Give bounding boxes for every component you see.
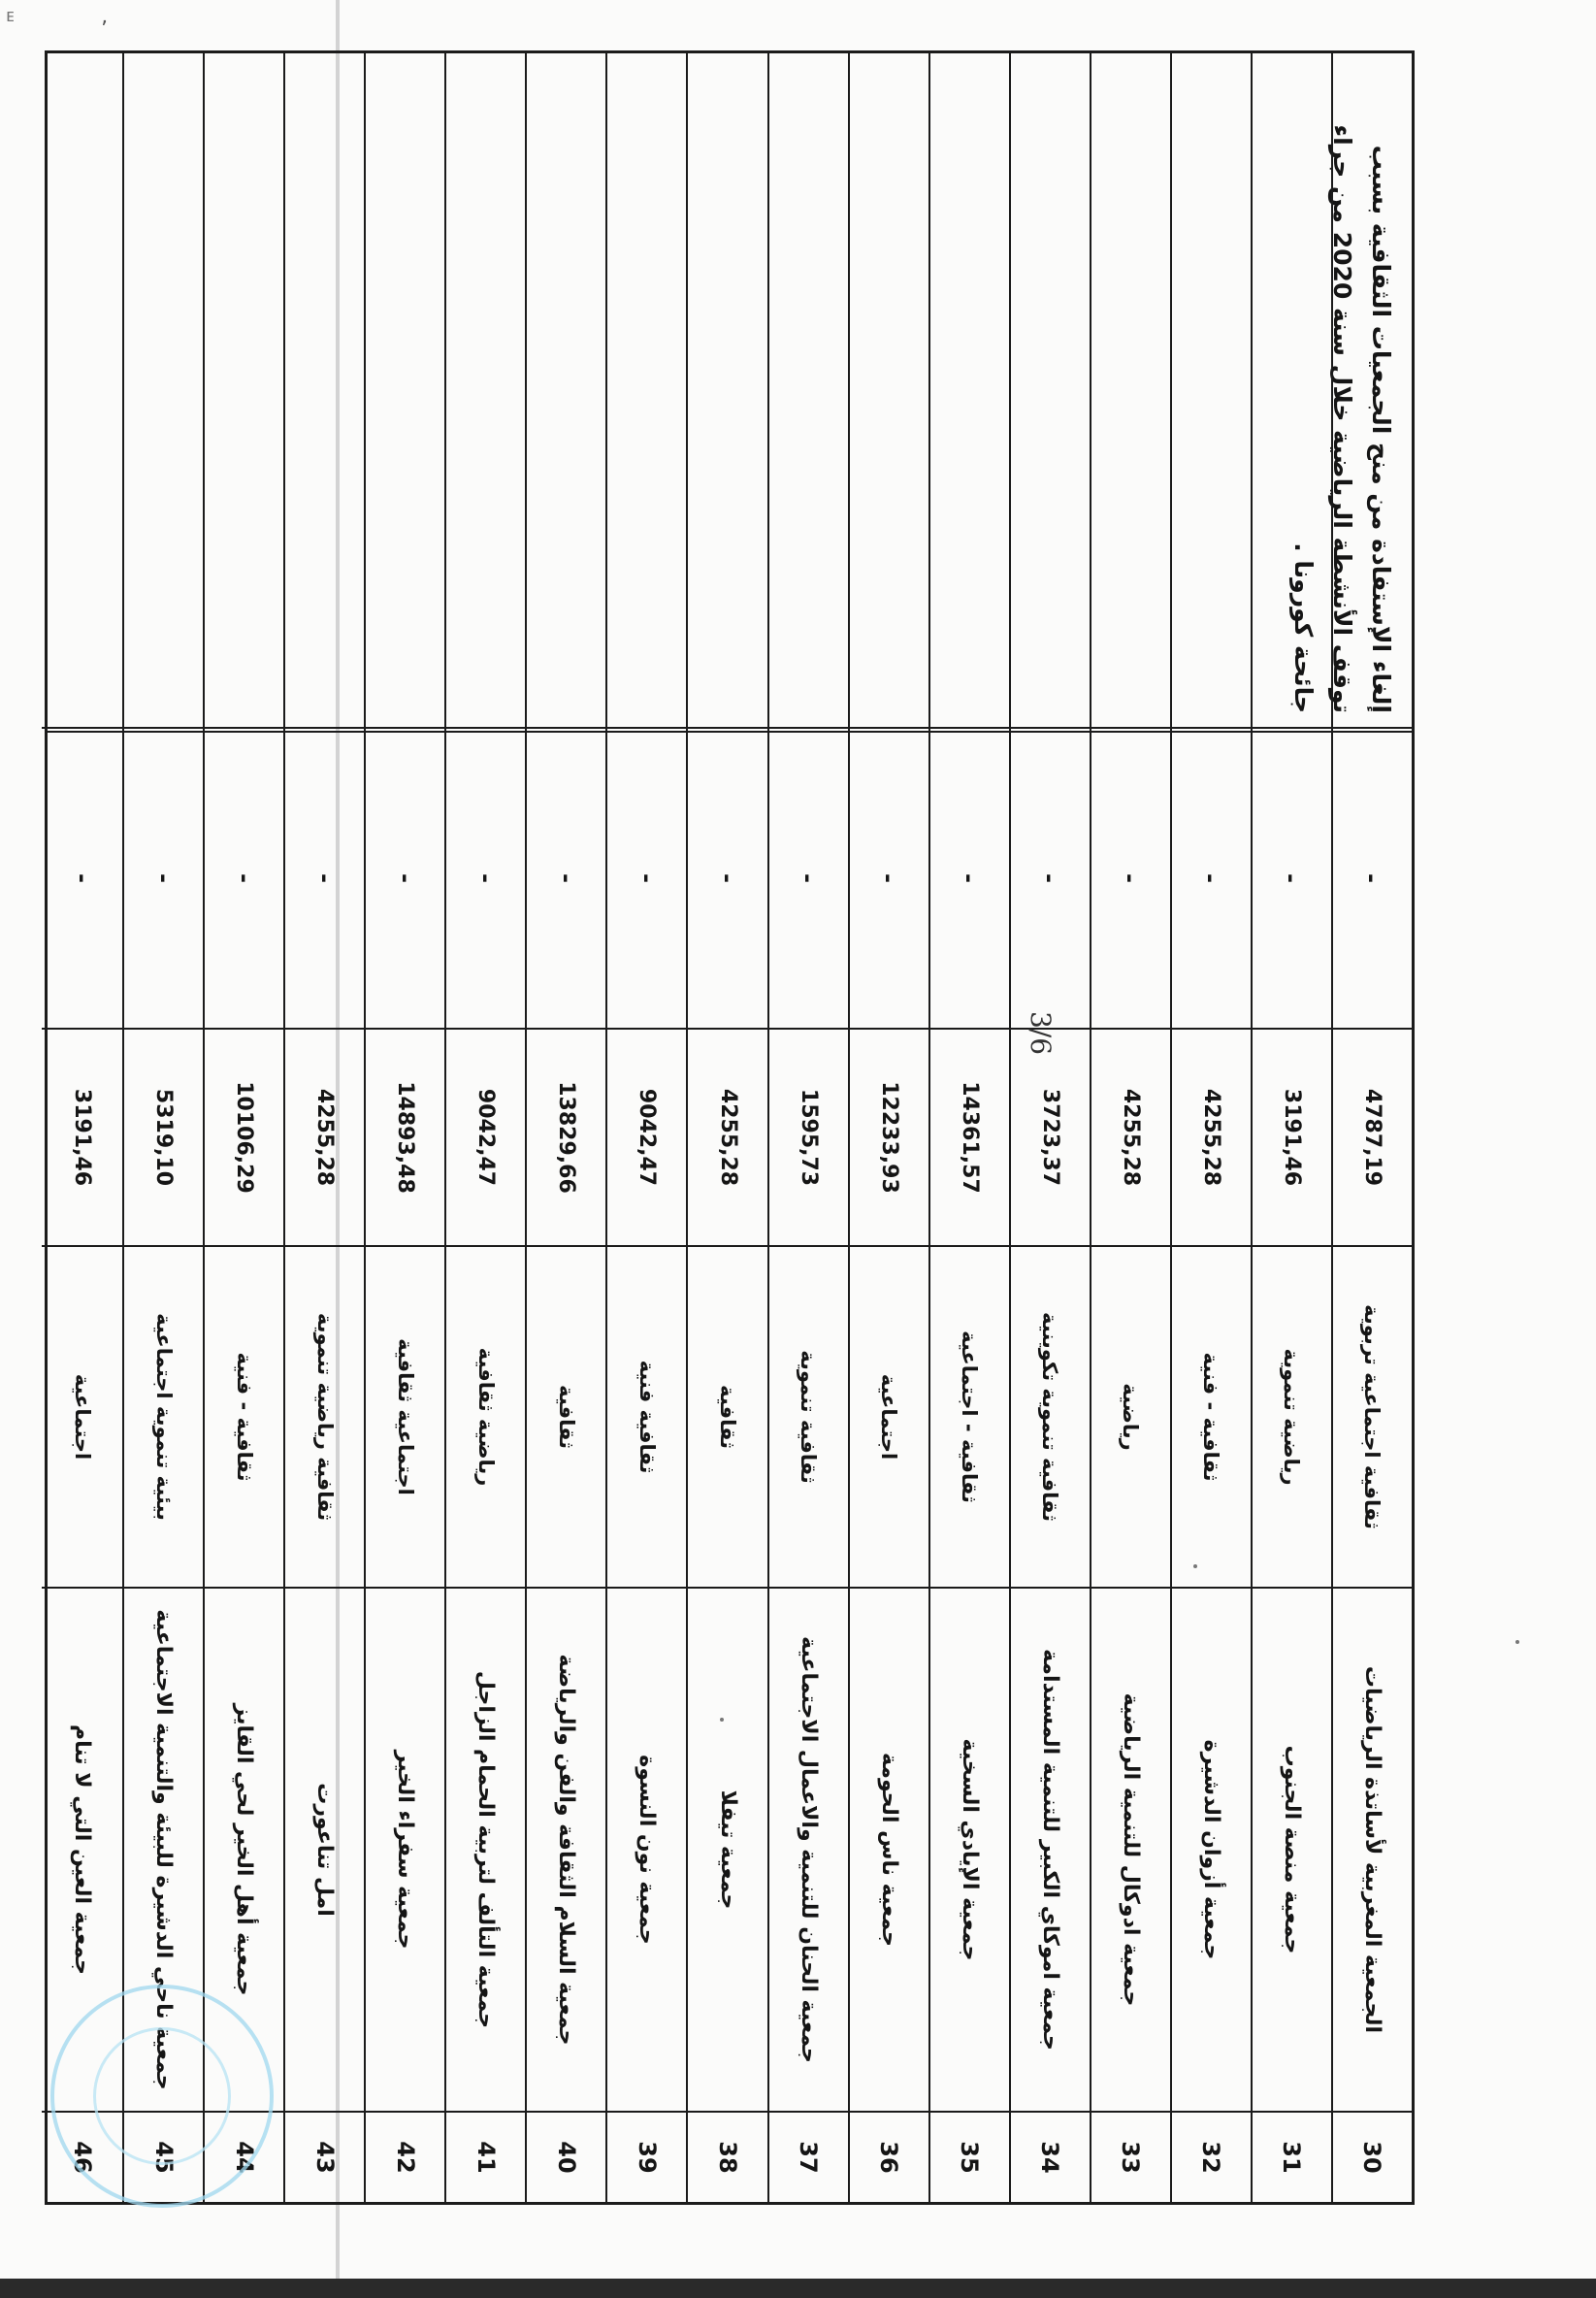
cancellation-note-text: إلغاء الإستفادة من منح الجمعيات الثقافية بسبب توقف الأنشطة الرياضية خلال سنة 2020 من جراء جائحة كورونا . — [1289, 124, 1395, 713]
previous-amount: - — [1333, 727, 1412, 1028]
table-row — [444, 53, 525, 2202]
grant-amount: 3191,46 — [42, 1028, 122, 1245]
row-number: 31 — [1253, 2111, 1331, 2202]
table-row — [283, 53, 364, 2202]
association-name: جمعية ناس الحومة — [850, 1587, 928, 2111]
scan-speck — [1515, 1640, 1519, 1644]
table-row — [686, 53, 766, 2202]
association-name: جمعية ادوكال للتنمية الرياضية — [1091, 1587, 1170, 2111]
association-name: جمعية سفراء الخير — [366, 1587, 444, 2111]
activity-type: ثقافية فنية — [607, 1245, 686, 1587]
scanner-bottom-edge — [0, 2279, 1596, 2298]
previous-amount: - — [607, 727, 686, 1028]
activity-type: رياضية ثقافية — [446, 1245, 525, 1587]
activity-type: ثقافية رياضية تنموية — [285, 1245, 364, 1587]
row-number: 44 — [205, 2111, 283, 2202]
row-number: 35 — [930, 2111, 1009, 2202]
scan-speck — [1193, 1564, 1197, 1568]
grant-amount: 4255,28 — [688, 1028, 766, 1245]
grant-amount: 4255,28 — [285, 1028, 364, 1245]
row-number: 41 — [446, 2111, 525, 2202]
association-name: جمعية أهل الخير لحي القايز — [205, 1587, 283, 2111]
grant-amount: 14893,48 — [366, 1028, 444, 1245]
grant-amount: 5319,10 — [124, 1028, 203, 1245]
association-name: جمعية نون النسوة — [607, 1587, 686, 2111]
association-name: جمعية أزوان الدشيرة — [1172, 1587, 1251, 2111]
grants-table — [45, 50, 1415, 2205]
row-number: 33 — [1091, 2111, 1170, 2202]
previous-amount: - — [366, 727, 444, 1028]
previous-amount: - — [1091, 727, 1170, 1028]
row-number: 30 — [1333, 2111, 1412, 2202]
previous-amount: - — [769, 727, 848, 1028]
table-row — [1251, 53, 1331, 2202]
activity-type: اجتماعية — [42, 1245, 122, 1587]
page-number: 3/6 — [1025, 1010, 1058, 1056]
previous-amount: - — [446, 727, 525, 1028]
row-number: 37 — [769, 2111, 848, 2202]
grant-amount: 13829,66 — [527, 1028, 605, 1245]
grant-amount: 4787,19 — [1333, 1028, 1412, 1245]
table-row — [122, 53, 203, 2202]
official-stamp — [50, 1985, 274, 2208]
previous-amount: - — [527, 727, 605, 1028]
activity-type: ثقافية - فنية — [205, 1245, 283, 1587]
activity-type: اجتماعية — [850, 1245, 928, 1587]
grant-amount: 9042,47 — [446, 1028, 525, 1245]
activity-type: ثقافية اجتماعية تربوية — [1333, 1245, 1412, 1587]
previous-amount: - — [205, 727, 283, 1028]
previous-amount: - — [850, 727, 928, 1028]
association-name: جمعية الحنان للتنمية والاعمال الاجتماعية — [769, 1587, 848, 2111]
row-number: 36 — [850, 2111, 928, 2202]
grant-amount: 12233,93 — [850, 1028, 928, 1245]
previous-amount: - — [285, 727, 364, 1028]
grant-amount: 1595,73 — [769, 1028, 848, 1245]
table-row — [928, 53, 1009, 2202]
row-number: 43 — [285, 2111, 364, 2202]
previous-amount: - — [42, 727, 122, 1028]
grant-amount: 14361,57 — [930, 1028, 1009, 1245]
activity-type: ثقافية - اجتماعية — [930, 1245, 1009, 1587]
table-row — [1009, 53, 1090, 2202]
association-name: جمعية العين التي لا تنام — [42, 1587, 122, 2111]
activity-type: ثقافية — [527, 1245, 605, 1587]
activity-type: بيئية تنموية اجتماعية — [124, 1245, 203, 1587]
association-name: جمعية التألف لتربية الحمام الزاجل — [446, 1587, 525, 2111]
row-number: 32 — [1172, 2111, 1251, 2202]
association-name: جمعية تيفلا — [688, 1587, 766, 2111]
activity-type: اجتماعية ثقافية — [366, 1245, 444, 1587]
association-name: امل تناعورت — [285, 1587, 364, 2111]
corner-mark: ᴇ — [6, 6, 15, 26]
activity-type: رياضية — [1091, 1245, 1170, 1587]
table-row — [364, 53, 444, 2202]
table-row — [1170, 53, 1251, 2202]
pen-tick-mark: ʼ — [101, 17, 108, 42]
row-number: 38 — [688, 2111, 766, 2202]
grant-amount: 3723,37 — [1011, 1028, 1090, 1245]
association-name: الجمعية المغربية لأساتذة الرياضيات — [1333, 1587, 1412, 2111]
table-row — [605, 53, 686, 2202]
activity-type: ثقافية — [688, 1245, 766, 1587]
table-row — [1090, 53, 1170, 2202]
previous-amount: - — [1172, 727, 1251, 1028]
previous-amount: - — [688, 727, 766, 1028]
table-row — [1331, 53, 1412, 2202]
previous-amount: - — [930, 727, 1009, 1028]
association-name: جمعية السلام الثقافة والفن والرياضة — [527, 1587, 605, 2111]
grant-amount: 10106,29 — [205, 1028, 283, 1245]
row-number: 34 — [1011, 2111, 1090, 2202]
table-row — [42, 53, 122, 2202]
association-name: جمعية ناحي الدشيرة للبيئة والتنمية الاجتماعية — [124, 1587, 203, 2111]
grant-amount: 4255,28 — [1172, 1028, 1251, 1245]
table-row — [848, 53, 928, 2202]
activity-type: رياضية تنموية — [1253, 1245, 1331, 1587]
row-number: 40 — [527, 2111, 605, 2202]
scan-speck — [720, 1718, 724, 1722]
row-number: 39 — [607, 2111, 686, 2202]
table-row — [525, 53, 605, 2202]
activity-type: ثقافية تنموية — [769, 1245, 848, 1587]
activity-type: ثقافية تنموية تكوينية — [1011, 1245, 1090, 1587]
row-number: 45 — [124, 2111, 203, 2202]
previous-amount: - — [1253, 727, 1331, 1028]
association-name: جمعية منصة الجنوب — [1253, 1587, 1331, 2111]
association-name: جمعية الإيادي السخية — [930, 1587, 1009, 2111]
association-name: جمعية اموكاي الكبير للتنمية المستدامة — [1011, 1587, 1090, 2111]
row-number: 46 — [42, 2111, 122, 2202]
activity-type: ثقافية - فنية — [1172, 1245, 1251, 1587]
previous-amount: - — [1011, 727, 1090, 1028]
table-row — [203, 53, 283, 2202]
grant-amount: 3191,46 — [1253, 1028, 1331, 1245]
previous-amount: - — [124, 727, 203, 1028]
table-row — [767, 53, 848, 2202]
grant-amount: 9042,47 — [607, 1028, 686, 1245]
grant-amount: 4255,28 — [1091, 1028, 1170, 1245]
row-number: 42 — [366, 2111, 444, 2202]
